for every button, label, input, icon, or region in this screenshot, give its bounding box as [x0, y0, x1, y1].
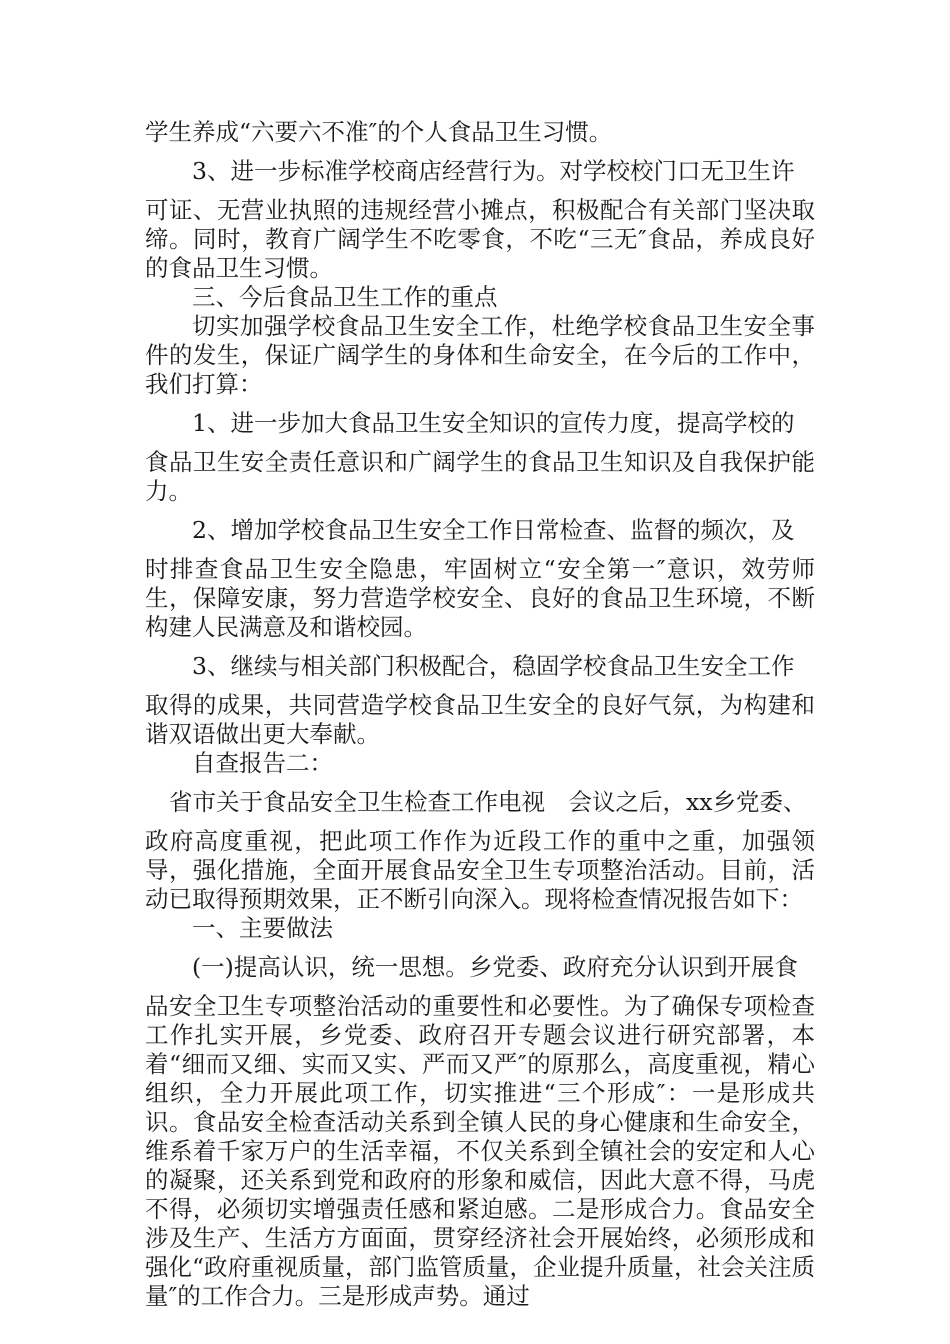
paragraph-8: 2、增加学校食品卫生安全工作日常检查、监督的频次，及 [192, 516, 795, 544]
paragraph-3: 可证、无营业执照的违规经营小摊点，积极配合有关部门坚决取缔。同时，教育广阔学生不吃零食，不吃“三无″食品，养成良好的食品卫生习惯。 [145, 196, 815, 282]
section-heading-3: 三、今后食品卫生工作的重点 [192, 283, 498, 311]
paragraph-13: 省市关于食品安全卫生检查工作电视 会议之后，xx乡党委、 [169, 788, 807, 816]
paragraph-9: 时排查食品卫生安全隐患，牢固树立“安全第一″意识，效劳师生，保障安康，努力营造学校安全、良好的食品卫生环境，不断构建人民满意及和谐校园。 [145, 555, 815, 641]
paragraph-17: 品安全卫生专项整治活动的重要性和必要性。为了确保专项检查工作扎实开展，乡党委、政府召开专题会议进行研究部署，本着“细而又细、实而又实、严而又严″的原那么，高度重视，精心组织，全力开展此项工作，切实推进“三个形成″：一是形成共识。食品安全检查活动关系到全镇人民的身心健康和生命安全，维系着千家万户的生活幸福，不仅关系到全镇社会的安定和人心的凝聚，还关系到党和政府的形象和威信，因此大意不得，马虎不得，必须切实增强责任感和紧迫感。二是形成合力。食品安全涉及生产、生活方方面面，贯穿经济社会开展始终，必须形成和强化“政府重视质量，部门监管质量，企业提升质量，社会关注质量″的工作合力。三是形成声势。通过 [145, 992, 816, 1310]
paragraph-11: 取得的成果，共同营造学校食品卫生安全的良好气氛，为构建和谐双语做出更大奉献。 [145, 691, 815, 748]
paragraph-16: (一)提高认识，统一思想。乡党委、政府充分认识到开展食 [192, 953, 798, 981]
paragraph-5: 切实加强学校食品卫生安全工作，杜绝学校食品卫生安全事件的发生，保证广阔学生的身体和生命安全，在今后的工作中，我们打算： [145, 312, 815, 398]
paragraph-7: 食品卫生安全责任意识和广阔学生的食品卫生知识及自我保护能力。 [145, 448, 815, 505]
paragraph-14: 政府高度重视，把此项工作作为近段工作的重中之重，加强领导，强化措施，全面开展食品安全卫生专项整治活动。目前，活动已取得预期效果，正不断引向深入。现将检查情况报告如下： [145, 827, 815, 913]
paragraph-2: 3、进一步标准学校商店经营行为。对学校校门口无卫生许 [192, 157, 795, 185]
report-two-heading: 自查报告二： [192, 749, 333, 777]
section-heading-1: 一、主要做法 [192, 914, 333, 942]
document-body [145, 118, 815, 1311]
paragraph-1: 学生养成“六要六不准″的个人食品卫生习惯。 [145, 118, 613, 146]
paragraph-10: 3、继续与相关部门积极配合，稳固学校食品卫生安全工作 [192, 652, 795, 680]
paragraph-6: 1、进一步加大食品卫生安全知识的宣传力度，提高学校的 [192, 409, 795, 437]
